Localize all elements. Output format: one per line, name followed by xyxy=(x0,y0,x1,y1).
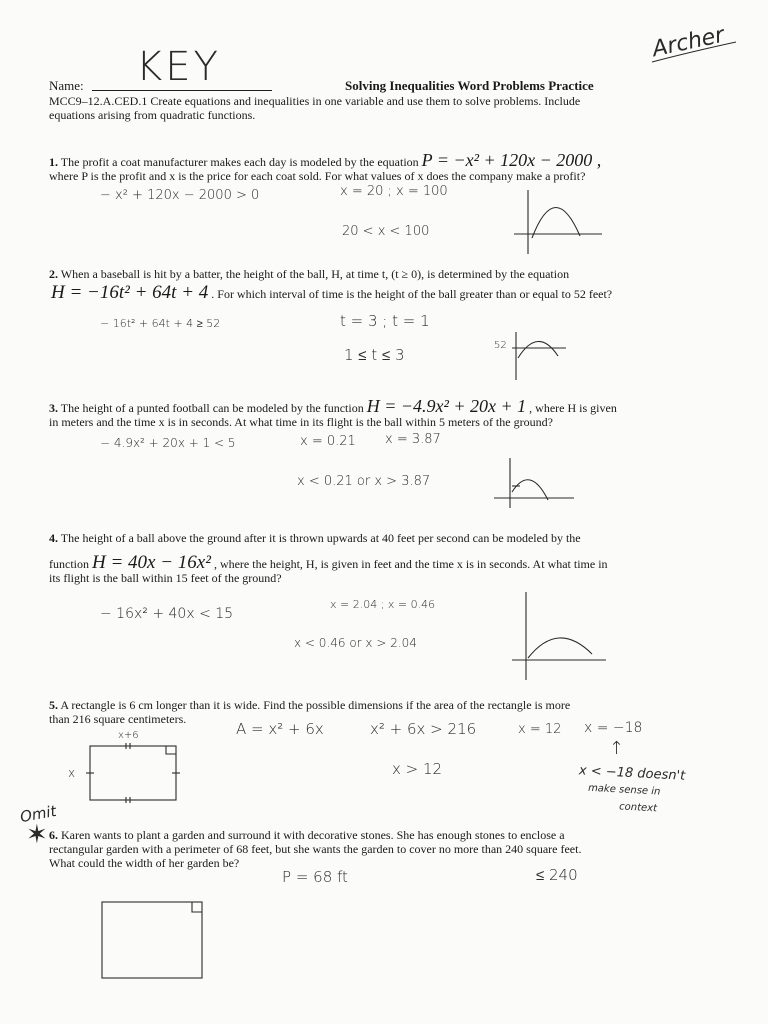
problem-6-text: 6. Karen wants to plant a garden and surround it with decorative stones. She has enough stones to enclose a rectangular garden with a perimeter of 68 feet, but she wants the garden to cover no more than 240 square feet. What could the width of her garden be? xyxy=(49,828,582,870)
problem-5-text: 5. A rectangle is 6 cm longer than it is wide. Find the possible dimensions if the area of the rectangle is more than 216 square centimeters. xyxy=(49,698,571,726)
problem-6-perimeter: P = 68 ft xyxy=(282,868,348,886)
problem-5-inequality: x² + 6x > 216 xyxy=(370,720,477,738)
problem-4-answer: x < 0.46 or x > 2.04 xyxy=(294,636,417,650)
signature: Archer xyxy=(650,22,727,63)
problem-4-equation: H = 40x − 16x² xyxy=(92,552,211,573)
problem-3-root-b: x = 3.87 xyxy=(385,432,441,447)
problem-1-equation: P = −x² + 120x − 2000 , xyxy=(421,150,602,170)
problem-1-roots: x = 20 ; x = 100 xyxy=(340,184,448,199)
problem-5-root-a: x = 12 xyxy=(518,722,562,737)
name-label: Name: xyxy=(49,78,84,93)
problem-4-roots: x = 2.04 ; x = 0.46 xyxy=(330,598,436,611)
problem-3-answer: x < 0.21 or x > 3.87 xyxy=(297,474,431,489)
problem-5-answer: x > 12 xyxy=(392,760,443,778)
problem-3-work: − 4.9x² + 20x + 1 < 5 xyxy=(100,436,236,450)
standard-text: MCC9–12.A.CED.1 Create equations and inequalities in one variable and use them to solve problems. Include equations arising from quadratic functions. xyxy=(49,94,581,122)
problem-1-graph-sketch xyxy=(510,188,610,258)
problem-5-area: A = x² + 6x xyxy=(236,720,324,738)
problem-3-text: 3. The height of a punted football can be modeled by the function H = −4.9x² + 20x + 1 , where H is given in meters and the time x is in seconds. At what time in its flight is the ball within 5 meters of the ground? xyxy=(49,396,617,429)
problem-2-text: 2. When a baseball is hit by a batter, the height of the ball, H, at time t, (t ≥ 0), is determined by the equation xyxy=(49,267,570,281)
problem-6-area: ≤ 240 xyxy=(536,866,578,884)
problem-1-text: 1. The profit a coat manufacturer makes each day is modeled by the equation P = −x² + 120x − 2000 , where P is the profit and x is the price for each coat sold. For what values of x does the company make a profit? xyxy=(49,150,602,183)
problem-3-graph-sketch xyxy=(490,456,580,511)
problem-2-roots: t = 3 ; t = 1 xyxy=(340,312,430,330)
problem-2-graph-label: 52 xyxy=(494,340,507,351)
problem-5-root-b: x = −18 xyxy=(584,720,643,736)
problem-4-text: 4. The height of a ball above the ground after it is thrown upwards at 40 feet per second can be modeled by the xyxy=(49,531,581,545)
problem-4-text-b: function H = 40x − 16x² , where the height, H, is given in feet and the time x is in seconds. At what time in its flight is the ball within 15 feet of the ground? xyxy=(49,552,608,585)
problem-2-equation: H = −16t² + 64t + 4 xyxy=(51,282,209,303)
problem-4-graph-sketch xyxy=(510,592,610,682)
signature-underline xyxy=(650,40,740,70)
problem-1-answer: 20 < x < 100 xyxy=(342,224,430,239)
problem-5-rect-side-label: x xyxy=(68,766,76,780)
problem-3-equation: H = −4.9x² + 20x + 1 xyxy=(366,396,527,416)
problem-2-graph-sketch xyxy=(510,332,570,382)
problem-5-rect-top-label: x+6 xyxy=(118,730,139,741)
problem-3-root-a: x = 0.21 xyxy=(300,434,356,449)
problem-5-note: x < −18 doesn't make sense in context xyxy=(578,763,686,815)
problem-2-text-b: H = −16t² + 64t + 4 . For which interval of time is the height of the ball greater than or equal to 52 feet? xyxy=(51,282,613,303)
problem-4-work: − 16x² + 40x < 15 xyxy=(100,606,234,622)
problem-2-work: − 16t² + 64t + 4 ≥ 52 xyxy=(100,317,221,330)
name-underline xyxy=(92,90,272,91)
problem-2-answer: 1 ≤ t ≤ 3 xyxy=(344,346,405,364)
problem-5-rectangle-sketch xyxy=(86,742,182,804)
page-title: Solving Inequalities Word Problems Practice xyxy=(345,78,594,93)
name-value: KEY xyxy=(136,44,221,90)
problem-6-rectangle-sketch xyxy=(96,898,212,982)
problem-5-arrow-icon: ↑ xyxy=(609,738,625,759)
problem-6-star-icon: ✶ xyxy=(26,820,48,850)
problem-1-work: − x² + 120x − 2000 > 0 xyxy=(100,188,260,203)
problem-6-omit-mark: Omit xyxy=(18,801,58,827)
